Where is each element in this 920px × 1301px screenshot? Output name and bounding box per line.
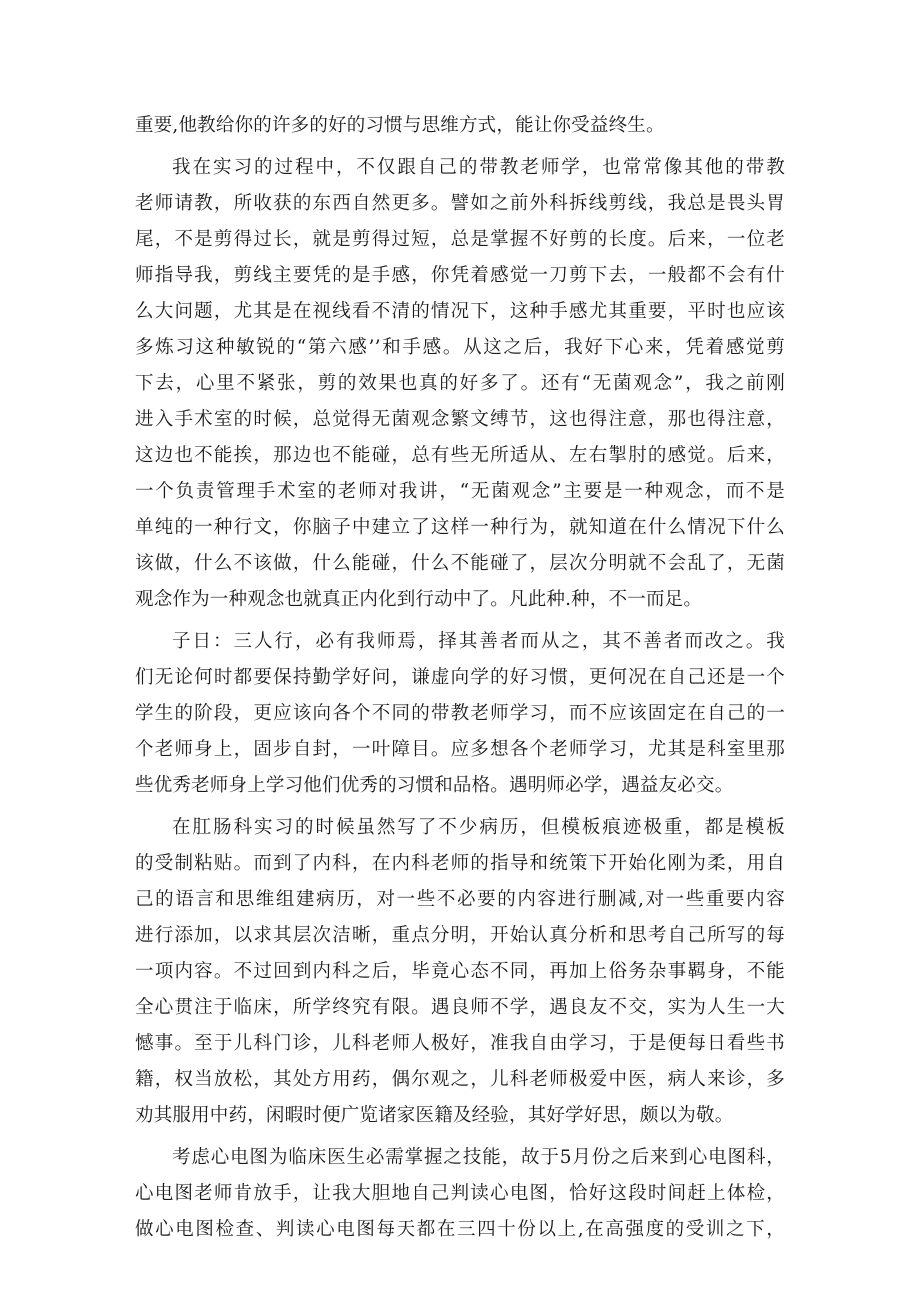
- paragraph: [135, 150, 785, 618]
- text-line: 做心电图检查、判读心电图每天都在三四十份以上,在高强度的受训之下，: [135, 1219, 785, 1240]
- text-line: 这边也不能挨，那边也不能碰，总有些无所适从、左右掣肘的感觉。后来，: [135, 445, 785, 466]
- text-line: 一个负责管理手术室的老师对我讲，“无菌观念”主要是一种观念，而不是: [135, 481, 785, 502]
- text-line: 么大问题，尤其是在视线看不清的情况下，这种手感尤其重要，平时也应该: [135, 301, 785, 322]
- text-line: 的受制粘贴。而到了内科，在内科老师的指导和统策下开始化刚为柔，用自: [135, 853, 785, 874]
- text-line: 在肛肠科实习的时候虽然写了不少病历，但模板痕迹极重，都是模板: [172, 817, 785, 838]
- text-line: 下去，心里不紧张，剪的效果也真的好多了。还有“无菌观念”，我之前刚: [135, 373, 785, 394]
- text-line: 尾，不是剪得过长，就是剪得过短，总是掌握不好剪的长度。后来，一位老: [135, 229, 785, 250]
- text-line: 单纯的一种行文，你脑子中建立了这样一种行为，就知道在什么情况下什么: [135, 517, 785, 538]
- text-line: 己的语言和思维组建病历，对一些不必要的内容进行删减,对一些重要内容: [135, 889, 785, 910]
- text-line: 进行添加，以求其层次洁晰，重点分明，开始认真分析和思考自己所写的每: [135, 925, 785, 946]
- text-line: 个老师身上，固步自封，一叶障目。应多想各个老师学习，尤其是科室里那: [135, 739, 785, 760]
- text-line: 一项内容。不过回到内科之后，毕竟心态不同，再加上俗务杂事羁身，不能: [135, 961, 785, 982]
- text-line: 该做，什么不该做，什么能碰，什么不能碰了，层次分明就不会乱了，无菌: [135, 553, 785, 574]
- text-line: 多炼习这种敏锐的“第六感’’和手感。从这之后，我好下心来，凭着感觉剪: [135, 337, 785, 358]
- text-line: 全心贯注于临床，所学终究有限。遇良师不学，遇良友不交，实为人生一大: [135, 997, 785, 1018]
- text-line: 子日：三人行，必有我师焉，择其善者而从之，其不善者而改之。我: [172, 631, 785, 652]
- text-line: 观念作为一种观念也就真正内化到行动中了。凡此种.种，不一而足。: [135, 589, 703, 610]
- paragraph: [135, 1140, 785, 1248]
- text-line: 心电图老师肯放手，让我大胆地自己判读心电图，恰好这段时间赶上体检，: [135, 1183, 785, 1204]
- text-line: 重要,他教给你的许多的好的习惯与思维方式，能让你受益终生。: [135, 115, 665, 136]
- text-line: 师指导我，剪线主要凭的是手感，你凭着感觉一刀剪下去，一般都不会有什: [135, 265, 785, 286]
- paragraph: [135, 810, 785, 1134]
- text-line: 我在实习的过程中，不仅跟自己的带教老师学，也常常像其他的带教: [172, 157, 785, 178]
- text-line: 学生的阶段，更应该向各个不同的带教老师学习，而不应该固定在自己的一: [135, 703, 785, 724]
- text-line: 进入手术室的时候，总觉得无菌观念繁文缚节，这也得注意，那也得注意，: [135, 409, 785, 430]
- paragraph: [135, 108, 785, 144]
- text-line: 劝其服用中药，闲暇时便广览诸家医籍及经验，其好学好思，颇以为敬。: [135, 1105, 734, 1126]
- text-line: 考虑心电图为临床医生必需掌握之技能，故于5月份之后来到心电图科，: [172, 1147, 785, 1168]
- text-line: 籍，权当放松，其处方用药，偶尔观之，儿科老师极爱中医，病人来诊，多: [135, 1069, 785, 1090]
- text-line: 老师请教，所收获的东西自然更多。譬如之前外科拆线剪线，我总是畏头胃: [135, 193, 785, 214]
- text-line: 些优秀老师身上学习他们优秀的习惯和品格。遇明师必学，遇益友必交。: [135, 775, 734, 796]
- document-page: [135, 108, 785, 1248]
- text-line: 憾事。至于儿科门诊，儿科老师人极好，准我自由学习，于是便每日看些书: [135, 1033, 785, 1054]
- text-line: 们无论何时都要保持勤学好问，谦虚向学的好习惯，更何况在自己还是一个: [135, 667, 785, 688]
- paragraph: [135, 624, 785, 804]
